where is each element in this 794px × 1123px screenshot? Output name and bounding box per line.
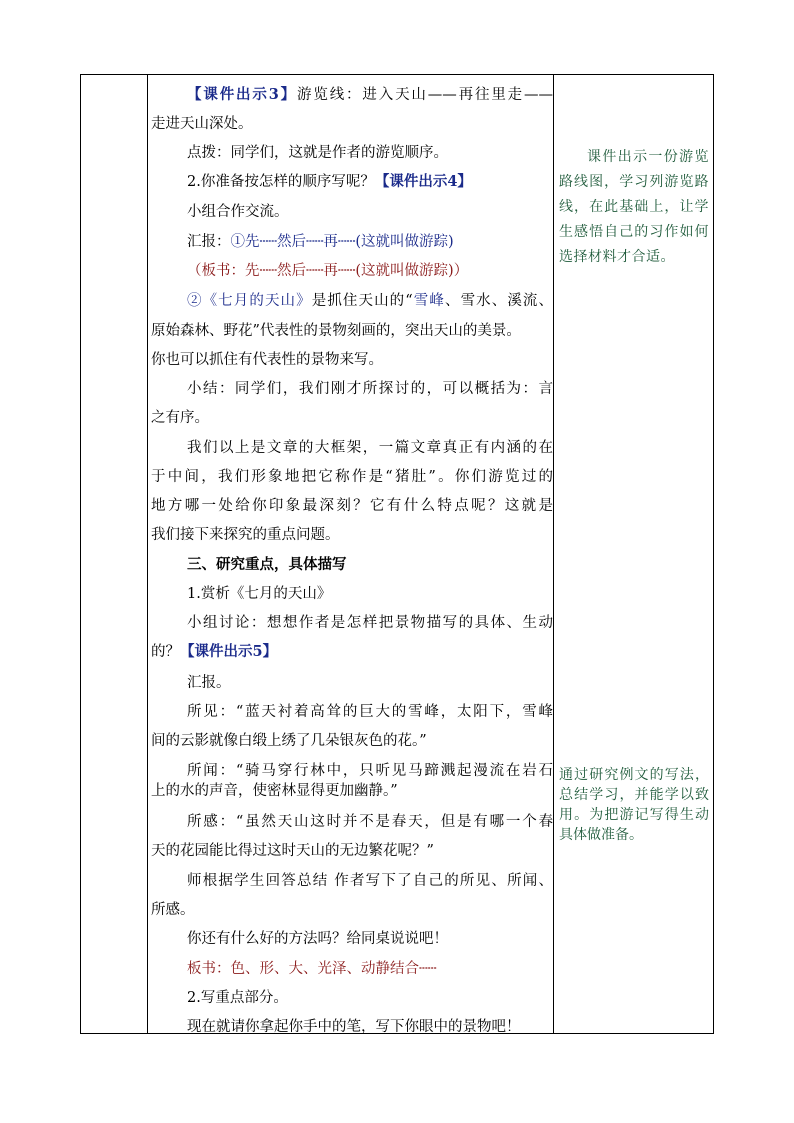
lesson-text: 、雪水、溪流、 [444, 293, 554, 309]
lesson-text: 2.你准备按怎样的顺序写呢？ [187, 174, 375, 190]
lesson-line [149, 291, 553, 311]
lesson-text: 小组讨论：想想作者是怎样把景物描写的具体、生动 [187, 615, 553, 631]
lesson-text: 你还有什么好的方法吗？给同桌说说吧！ [187, 931, 448, 947]
lesson-text: 我们接下来探究的重点问题。 [151, 527, 340, 543]
lesson-text: 现在就请你拿起你手中的笔，写下你眼中的景物吧！ [187, 1019, 521, 1035]
lesson-line [149, 232, 553, 252]
lesson-line [149, 613, 553, 633]
lesson-line [149, 350, 553, 370]
lesson-text: 间的云影就像白缎上绣了几朵银灰色的花。” [151, 733, 427, 749]
lesson-text: 【课件出示3】 [187, 86, 298, 103]
lesson-text: 走进天山深处。 [151, 116, 253, 132]
lesson-line [149, 812, 553, 832]
lesson-line [149, 584, 553, 604]
lesson-text: 所闻：“骑马穿行林中，只听见马蹄溅起漫流在岩石 [187, 763, 553, 779]
lesson-table [80, 74, 714, 1034]
lesson-text: 是抓住天山的“ [311, 293, 413, 309]
lesson-line [149, 202, 553, 222]
lesson-text: 所感：“虽然天山这时并不是春天，但是有哪一个春 [187, 814, 553, 830]
lesson-text: 的？ [151, 644, 180, 660]
lesson-text: 小结：同学们，我们刚才所探讨的，可以概括为：言 [187, 381, 553, 397]
lesson-text: 天的花园能比得过这时天山的无边繁花呢？” [151, 843, 434, 859]
lesson-line [149, 929, 553, 949]
lesson-line [149, 1017, 553, 1037]
lesson-text: 点拨：同学们，这就是作者的游览顺序。 [187, 145, 448, 161]
lesson-text: 游览线：进入天山——再往里走—— [297, 87, 554, 103]
lesson-text: 地方哪一处给你印象最深刻？它有什么特点呢？这就是 [151, 498, 553, 514]
lesson-text: 所见：“蓝天衬着高耸的巨大的雪峰，太阳下，雪峰 [187, 704, 553, 720]
lesson-line [149, 172, 553, 192]
column-divider-right [553, 75, 554, 1033]
lesson-text: 板书：色、形、大、光泽、动静结合┄┄ [187, 961, 437, 977]
lesson-line [149, 642, 553, 662]
lesson-line [149, 143, 553, 163]
lesson-text: （板书：先┄┄然后┄┄再┄┄(这就叫做游踪)） [187, 263, 469, 279]
lesson-line [149, 114, 553, 134]
lesson-line [149, 959, 553, 979]
lesson-line [149, 731, 553, 751]
lesson-text: 【课件出示4】 [374, 173, 472, 190]
lesson-line [149, 761, 553, 781]
lesson-line [149, 467, 553, 487]
lesson-line [149, 85, 553, 105]
lesson-line [149, 555, 553, 575]
lesson-line [149, 438, 553, 458]
lesson-line [149, 702, 553, 722]
lesson-line [149, 673, 553, 693]
lesson-text: ①先┄┄然后┄┄再┄┄(这就叫做游踪) [230, 234, 454, 250]
lesson-text: 小组合作交流。 [187, 204, 289, 220]
lesson-line [149, 408, 553, 428]
lesson-line [149, 321, 553, 341]
lesson-text: 三、研究重点，具体描写 [187, 556, 347, 573]
lesson-line [149, 841, 553, 861]
design-note-1-text: 课件出示一份游览路线图，学习列游览路线，在此基础上，让学生感悟自己的习作如何选择材料才合适。 [559, 149, 709, 265]
lesson-text: 1.赏析《七月的天山》 [187, 586, 332, 602]
lesson-text: 我们以上是文章的大框架，一篇文章真正有内涵的在 [187, 440, 553, 456]
lesson-text: 汇报。 [187, 675, 231, 691]
lesson-text: ②《七月的天山》 [187, 293, 312, 309]
lesson-text: 雪峰 [412, 293, 445, 309]
lesson-line [149, 781, 553, 801]
lesson-text: 2.写重点部分。 [187, 990, 288, 1006]
lesson-text: 上的水的声音，使密林显得更加幽静。” [151, 783, 398, 799]
lesson-text: 之有序。 [151, 410, 209, 426]
lesson-line [149, 379, 553, 399]
lesson-text: 汇报： [187, 234, 231, 250]
lesson-text: 原始森林、野花”代表性的景物刻画的，突出天山的美景。 [151, 323, 521, 339]
lesson-text: 【课件出示5】 [180, 643, 278, 660]
design-note-2 [559, 765, 709, 845]
design-note-2-text: 通过研究例文的写法，总结学习，并能学以致用。为把游记写得生动具体做准备。 [559, 767, 709, 843]
design-note-1 [559, 145, 709, 270]
lesson-text: 师根据学生回答总结 作者写下了自己的所见、所闻、 [187, 873, 553, 889]
lesson-line [149, 496, 553, 516]
lesson-text: 所感。 [151, 902, 195, 918]
column-divider-left [147, 75, 148, 1033]
lesson-line [149, 525, 553, 545]
lesson-line [149, 261, 553, 281]
lesson-text: 于中间，我们形象地把它称作是“猪肚”。你们游览过的 [151, 469, 553, 485]
lesson-line [149, 871, 553, 891]
lesson-line [149, 988, 553, 1008]
lesson-text: 你也可以抓住有代表性的景物来写。 [151, 352, 383, 368]
lesson-line [149, 900, 553, 920]
